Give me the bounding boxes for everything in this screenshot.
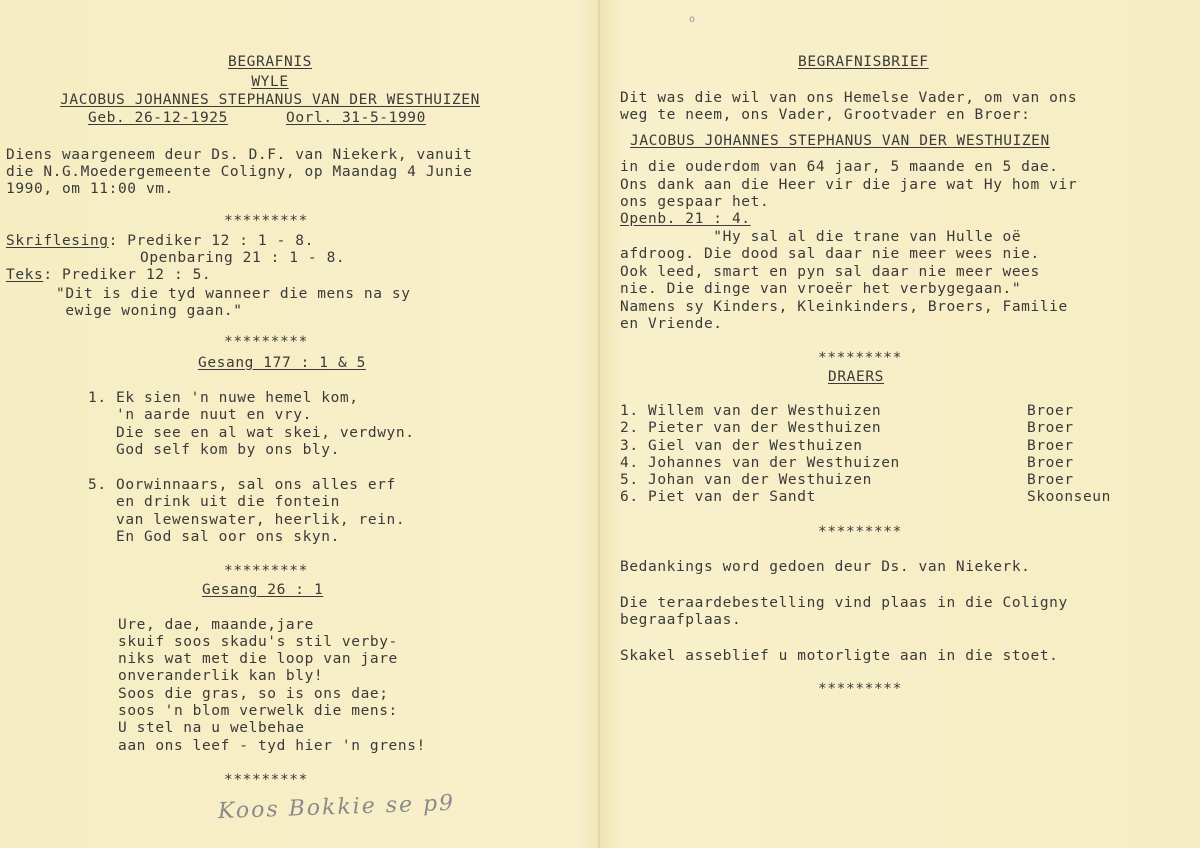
- bearers-title: DRAERS: [828, 369, 884, 385]
- separator-stars: *********: [818, 350, 902, 366]
- revelation-quote-2: afdroog. Die dood sal daar nie meer wees nie.: [620, 246, 1040, 262]
- intro-line-2: weg te neem, ons Vader, Grootvader en Broer:: [620, 107, 1031, 123]
- sermon-quote-1: "Dit is die tyd wanneer die mens na sy: [56, 286, 411, 302]
- hymn-26-line-3: niks wat met die loop van jare: [118, 651, 398, 667]
- scripture-reading-2: Openbaring 21 : 1 - 8.: [140, 250, 346, 266]
- separator-stars: *********: [224, 772, 308, 788]
- bearer-name: 1. Willem van der Westhuizen: [620, 403, 882, 419]
- hymn-26-line-7: U stel na u welbehae: [118, 720, 305, 736]
- left-deceased-name: JACOBUS JOHANNES STEPHANUS VAN DER WESTHUIZEN: [60, 92, 480, 108]
- hymn-177-v5-line-4: En God sal oor ons skyn.: [88, 529, 340, 545]
- bearer-name: 6. Piet van der Sandt: [620, 489, 816, 505]
- bearer-relation: Broer: [1027, 403, 1074, 419]
- bearer-relation: Broer: [1027, 455, 1074, 471]
- left-title-begrafnis: BEGRAFNIS: [228, 54, 312, 70]
- age-line-2: Ons dank aan die Heer vir die jare wat Hy hom vir: [620, 177, 1078, 193]
- hymn-26-line-8: aan ons leef - tyd hier 'n grens!: [118, 738, 426, 754]
- left-title-wyle: WYLE: [251, 74, 289, 90]
- right-deceased-name: JACOBUS JOHANNES STEPHANUS VAN DER WESTHUIZEN: [630, 133, 1050, 149]
- headlights-line: Skakel asseblief u motorligte aan in die stoet.: [620, 648, 1059, 664]
- hymn-26-line-5: Soos die gras, so is ons dae;: [118, 686, 389, 702]
- family-line-2: en Vriende.: [620, 316, 723, 332]
- scripture-reading-line: [6, 233, 314, 250]
- birth-date: Geb. 26-12-1925: [88, 110, 228, 126]
- revelation-quote-4: nie. Die dinge van vroeër het verbygegaan.": [620, 281, 1022, 297]
- death-date: Oorl. 31-5-1990: [286, 110, 426, 126]
- bearer-name: 3. Giel van der Westhuizen: [620, 438, 863, 454]
- hymn-177-v1-line-2: 'n aarde nuut en vry.: [88, 407, 312, 423]
- hymn-26-title: Gesang 26 : 1: [202, 582, 324, 598]
- sermon-quote-2: ewige woning gaan.": [56, 303, 243, 319]
- intro-line-1: Dit was die wil van ons Hemelse Vader, om van ons: [620, 90, 1078, 106]
- burial-line-1: Die teraardebestelling vind plaas in die Coligny: [620, 595, 1068, 611]
- hymn-177-v1-line-4: God self kom by ons bly.: [88, 442, 340, 458]
- service-line-3: 1990, om 11:00 vm.: [6, 181, 174, 197]
- hymn-26-line-4: onveranderlik kan bly!: [118, 668, 324, 684]
- punch-mark: o: [689, 14, 696, 25]
- burial-line-2: begraafplaas.: [620, 612, 742, 628]
- separator-stars: *********: [224, 563, 308, 579]
- bearer-relation: Broer: [1027, 472, 1074, 488]
- right-title: BEGRAFNISBRIEF: [798, 54, 929, 70]
- hymn-177-v1-line-1: 1. Ek sien 'n nuwe hemel kom,: [88, 390, 359, 406]
- hymn-177-title: Gesang 177 : 1 & 5: [198, 355, 366, 371]
- bearer-name: 5. Johan van der Westhuizen: [620, 472, 872, 488]
- sermon-text-ref: : Prediker 12 : 5.: [43, 267, 212, 283]
- age-line-1: in die ouderdom van 64 jaar, 5 maande en 5 dae.: [620, 159, 1059, 175]
- revelation-quote-1: "Hy sal al die trane van Hulle oë: [620, 229, 1022, 245]
- family-line-1: Namens sy Kinders, Kleinkinders, Broers, Familie: [620, 299, 1068, 315]
- service-line-1: Diens waargeneem deur Ds. D.F. van Niekerk, vanuit: [6, 147, 473, 163]
- separator-stars: *********: [224, 334, 308, 350]
- revelation-ref: Openb. 21 : 4.: [620, 211, 751, 227]
- bearer-relation: Broer: [1027, 420, 1074, 436]
- hymn-177-v5-line-1: 5. Oorwinnaars, sal ons alles erf: [88, 477, 396, 493]
- center-fold: [598, 0, 600, 848]
- bearer-relation: Broer: [1027, 438, 1074, 454]
- hymn-177-v1-line-3: Die see en al wat skei, verdwyn.: [88, 425, 415, 441]
- separator-stars: *********: [818, 681, 902, 697]
- hymn-177-v5-line-2: en drink uit die fontein: [88, 494, 340, 510]
- hymn-26-line-2: skuif soos skadu's stil verby-: [118, 634, 398, 650]
- hymn-177-v5-line-3: van lewenswater, heerlik, rein.: [88, 512, 406, 528]
- service-line-2: die N.G.Moedergemeente Coligny, op Maandag 4 Junie: [6, 164, 473, 180]
- hymn-26-line-6: soos 'n blom verwelk die mens:: [118, 703, 398, 719]
- thanks-line: Bedankings word gedoen deur Ds. van Niekerk.: [620, 559, 1031, 575]
- bearer-name: 2. Pieter van der Westhuizen: [620, 420, 882, 436]
- separator-stars: *********: [818, 524, 902, 540]
- scripture-reading-1: : Prediker 12 : 1 - 8.: [108, 233, 314, 249]
- revelation-quote-3: Ook leed, smart en pyn sal daar nie meer wees: [620, 264, 1040, 280]
- bearer-relation: Skoonseun: [1027, 489, 1111, 505]
- age-line-3: ons gespaar het.: [620, 194, 770, 210]
- hymn-26-line-1: Ure, dae, maande,jare: [118, 617, 314, 633]
- sermon-text-line: [6, 267, 211, 284]
- separator-stars: *********: [224, 213, 308, 229]
- bearer-name: 4. Johannes van der Westhuizen: [620, 455, 900, 471]
- sermon-text-label: Teks: [6, 267, 44, 283]
- scripture-reading-label: Skriflesing: [6, 233, 109, 249]
- handwritten-note: Koos Bokkie se p9: [217, 790, 456, 825]
